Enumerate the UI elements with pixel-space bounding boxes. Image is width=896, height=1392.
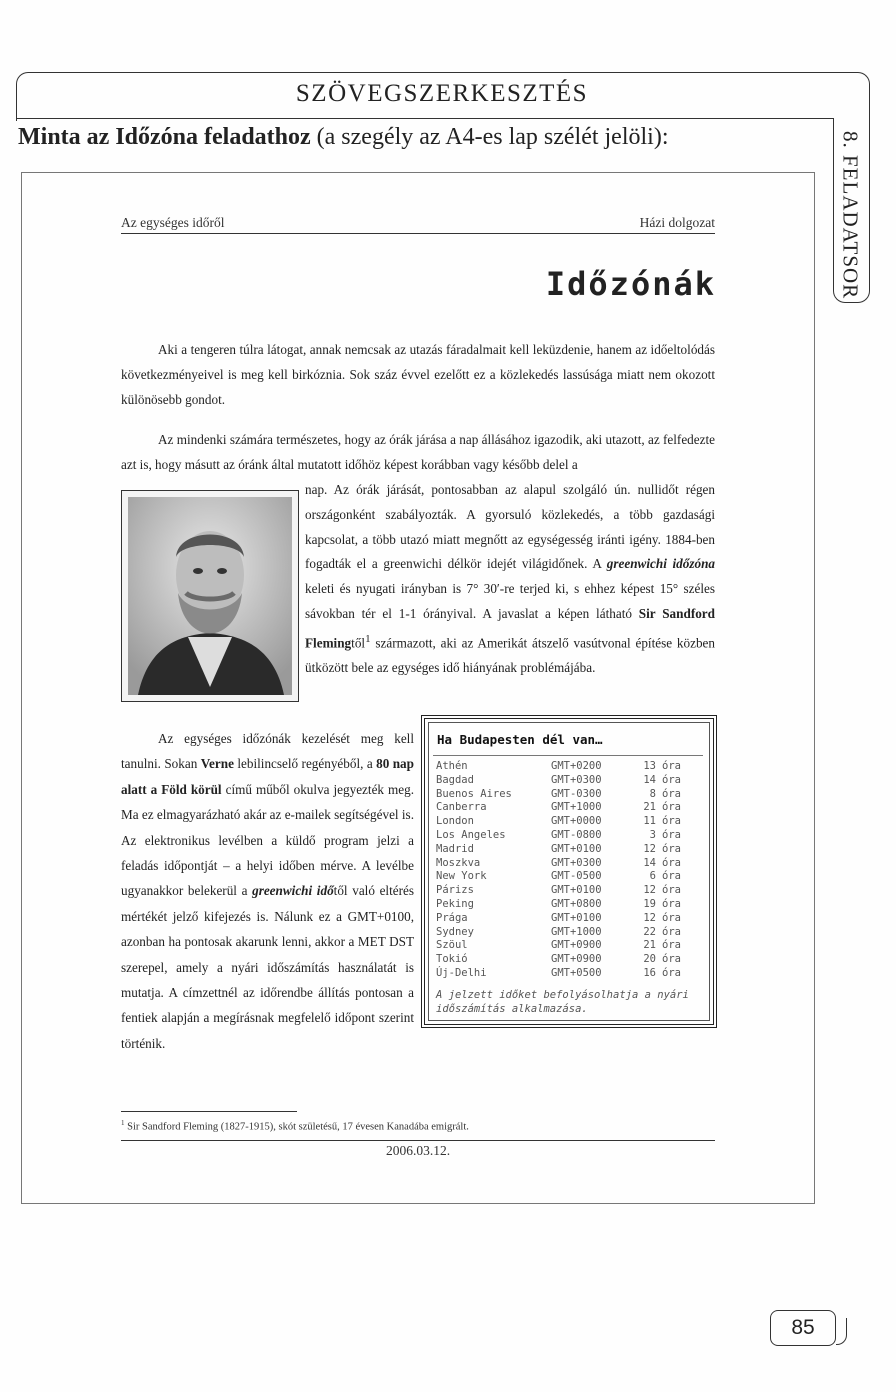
hour-unit: óra [662, 966, 681, 979]
hour-unit: óra [662, 925, 681, 938]
footer-rule [121, 1140, 715, 1141]
local-hour: 21 [643, 939, 656, 952]
local-hour: 20 [643, 953, 656, 966]
city-name: Új-Delhi [436, 966, 487, 979]
hour-unit: óra [662, 884, 681, 897]
paragraph-3 [305, 478, 715, 681]
p4-text-e: című műből okulva jegyezték meg. Ma ez elmagyarázható akár az e-mailek segítségével is. Az elektronikus levélben a küldő program jelzi a feladás időpontját – a helyi időben mérve. A levélbe ugyanakkor belekerül a [121, 781, 414, 899]
doc-head-rule [121, 233, 715, 234]
timezone-row [436, 815, 704, 829]
hour-unit: óra [662, 939, 681, 952]
local-hour: 11 [643, 815, 656, 828]
hour-unit: óra [662, 870, 681, 883]
local-hour: 6 [649, 870, 656, 883]
local-hour: 19 [643, 897, 656, 910]
gmt-offset: GMT+0100 [551, 842, 602, 855]
document-title: Időzónák [545, 265, 716, 303]
timezone-table-title-rule [433, 755, 703, 756]
footnote-number: 1 [121, 1119, 125, 1127]
fleming-portrait-image [128, 497, 292, 695]
local-hour: 12 [643, 842, 656, 855]
local-hour: 21 [643, 801, 656, 814]
timezone-row [436, 774, 704, 788]
page-number-bracket [836, 1318, 847, 1345]
gmt-offset: GMT-0300 [551, 787, 602, 800]
p3-text-c: keleti és nyugati irányban is 7° 30′-re terjed ki, s ehhez képest 15° széles sávokban tér el 1-1 órányival. A javaslat a képen látható [305, 581, 715, 621]
doc-head-left: Az egységes időről [121, 215, 225, 230]
local-hour: 14 [643, 856, 656, 869]
p4-text-c: lebilincselő regényéből, a [233, 756, 377, 772]
gmt-offset: GMT+0900 [551, 939, 602, 952]
city-name: Sydney [436, 925, 474, 938]
footnote [121, 1119, 469, 1133]
hour-unit: óra [662, 773, 681, 786]
local-hour: 12 [643, 911, 656, 924]
city-name: Moszkva [436, 856, 481, 869]
p3-text-f: származott, aki az Amerikát átszelő vasútvonal építése közben ütközött bele az egységes idő hiányának problémájába. [305, 635, 715, 675]
footnote-text: Sir Sandford Fleming (1827-1915), skót születésű, 17 évesen Kanadába emigrált. [124, 1121, 469, 1133]
hour-unit: óra [662, 760, 681, 772]
gmt-offset: GMT+0500 [551, 966, 602, 979]
city-name: Peking [436, 897, 474, 910]
gmt-offset: GMT+0200 [551, 760, 602, 772]
gmt-offset: GMT+0900 [551, 953, 602, 966]
paragraph-4 [121, 726, 414, 1056]
section-title: SZÖVEGSZERKESZTÉS [295, 80, 589, 107]
page-number: 85 [770, 1310, 836, 1346]
doc-head-right: Házi dolgozat [639, 215, 715, 230]
city-name: Tokió [436, 953, 468, 966]
portrait-frame [121, 490, 299, 702]
gmt-offset: GMT+0300 [551, 773, 602, 786]
local-hour: 13 [643, 760, 656, 772]
subtitle-rest: (a szegély az A4-es lap szélét jelöli): [310, 124, 669, 150]
hour-unit: óra [662, 842, 681, 855]
timezone-row [436, 953, 704, 967]
p4-book-title: 80 nap alatt a Föld körül [121, 756, 414, 797]
timezone-table-box [424, 718, 714, 1025]
hour-unit: óra [662, 787, 681, 800]
hour-unit: óra [662, 897, 681, 910]
timezone-row [436, 857, 704, 871]
city-name: Bagdad [436, 773, 474, 786]
gmt-offset: GMT+1000 [551, 925, 602, 938]
paragraph-1: Aki a tengeren túlra látogat, annak nemcsak az utazás fáradalmait kell leküzdenie, hanem az időeltolódás következményeivel is meg kell birkóznia. Sok száz évvel ezelőtt ez a közlekedés lassúsága miatt nem okozott különösebb gondot. [121, 342, 715, 407]
side-tab-label: 8. FELADATSOR [838, 131, 863, 300]
footnote-rule [121, 1111, 297, 1112]
timezone-table-note: A jelzett időket befolyásolhatja a nyári időszámítás alkalmazása. [436, 989, 689, 1015]
paragraph-2: Az mindenki számára természetes, hogy az órák járása a nap állásához igazodik, aki utazott, az felfedezte azt is, hogy másutt az óránk által mutatott időhöz képest korábban vagy később delel a [121, 432, 715, 472]
city-name: Prága [436, 911, 468, 924]
city-name: New York [436, 870, 487, 883]
hour-unit: óra [662, 828, 681, 841]
gmt-offset: GMT+0800 [551, 897, 602, 910]
timezone-row [436, 967, 704, 981]
timezone-row [436, 870, 704, 884]
p4-greenwich-time: greenwichi idő [252, 883, 334, 899]
timezone-row [436, 926, 704, 940]
p3-text-a: nap. Az órák járását, pontosabban az alapul szolgáló ún. nullidőt régen országonként szabályozták. A gyorsuló közlekedés, a több gazdasági kapcsolat, a több utazó miatt megnőtt az egységesség iránti igény. 1884-ben fogadták el a greenwichi délkör idejét világidőnek. A [305, 482, 715, 572]
timezone-row [436, 939, 704, 953]
p4-text-g: től való eltérés mértékét jelző kifejezés is. Nálunk ez a GMT+0100, azonban ha pontosak akarunk lenni, akkor a MET DST szerepel, amely a nyári időszámítás használatát is mutatja. A címzettnél az időrendbe állítás pontosan a fentiek alapján a megírásnak megfelelő időpont szerint történik. [121, 883, 414, 1051]
city-name: Madrid [436, 842, 474, 855]
city-name: Párizs [436, 884, 474, 897]
local-hour: 22 [643, 925, 656, 938]
timezone-table-title: Ha Budapesten dél van… [437, 732, 603, 747]
gmt-offset: GMT-0500 [551, 870, 602, 883]
document-date: 2006.03.12. [385, 1143, 451, 1158]
timezone-row [436, 788, 704, 802]
gmt-offset: GMT-0800 [551, 828, 602, 841]
gmt-offset: GMT+0100 [551, 884, 602, 897]
local-hour: 12 [643, 884, 656, 897]
city-name: Los Angeles [436, 828, 506, 841]
p3-text-e: től [351, 635, 366, 651]
local-hour: 16 [643, 966, 656, 979]
page-subtitle [18, 124, 669, 151]
city-name: Canberra [436, 801, 487, 814]
hour-unit: óra [662, 801, 681, 814]
timezone-row [436, 884, 704, 898]
hour-unit: óra [662, 953, 681, 966]
timezone-row [436, 843, 704, 857]
side-tab-label-wrap [820, 131, 880, 300]
timezone-row [436, 801, 704, 815]
local-hour: 14 [643, 773, 656, 786]
gmt-offset: GMT+0000 [551, 815, 602, 828]
hour-unit: óra [662, 815, 681, 828]
local-hour: 3 [649, 828, 656, 841]
p4-text-a: Az egységes időzónák kezelését meg kell tanulni. Sokan [121, 731, 414, 772]
timezone-row [436, 760, 704, 774]
city-name: Buenos Aires [436, 787, 512, 800]
gmt-offset: GMT+0100 [551, 911, 602, 924]
city-name: Athén [436, 760, 468, 772]
p3-greenwich-zone: greenwichi időzóna [606, 556, 715, 572]
timezone-row [436, 898, 704, 912]
subtitle-bold: Minta az Időzóna feladathoz [18, 124, 311, 150]
hour-unit: óra [662, 911, 681, 924]
city-name: Szöul [436, 939, 468, 952]
gmt-offset: GMT+0300 [551, 856, 602, 869]
timezone-row [436, 912, 704, 926]
timezone-table-rows [436, 760, 704, 981]
city-name: London [436, 815, 474, 828]
footnote-ref: 1 [365, 632, 371, 645]
p4-verne: Verne [200, 756, 234, 772]
header-divider [16, 118, 836, 119]
gmt-offset: GMT+1000 [551, 801, 602, 814]
hour-unit: óra [662, 856, 681, 869]
p3-fleming-name: Sir Sandford Fleming [305, 605, 715, 651]
timezone-row [436, 829, 704, 843]
local-hour: 8 [649, 787, 656, 800]
